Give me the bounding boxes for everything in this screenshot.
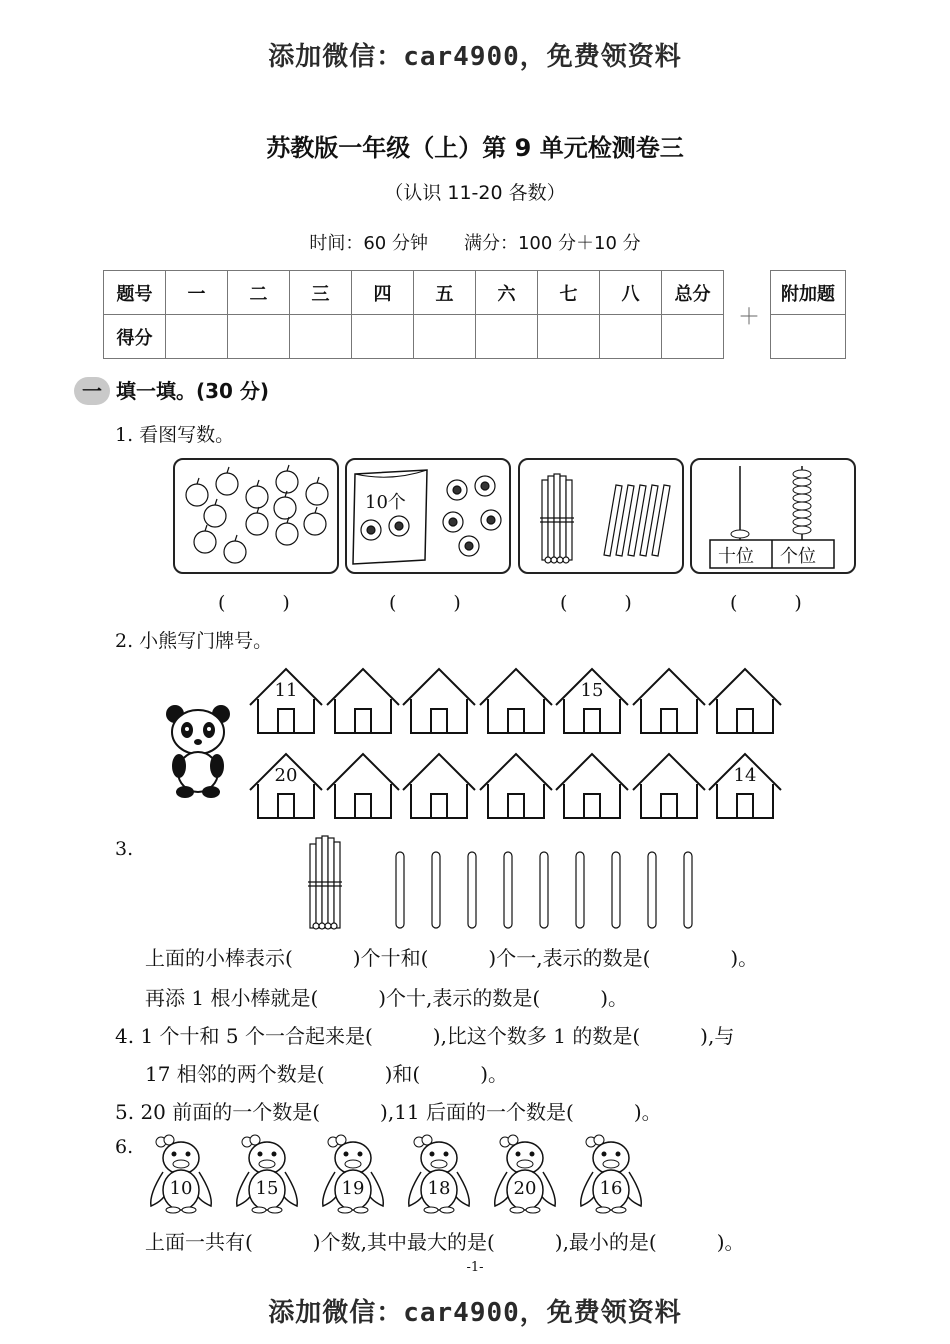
bead-icon	[793, 470, 811, 478]
stick-icon	[432, 852, 440, 928]
stick-icon	[504, 852, 512, 928]
bead-icon	[793, 486, 811, 494]
sticks-picture	[518, 458, 684, 574]
apple-icon	[304, 507, 326, 535]
extra-score-table	[770, 270, 846, 359]
house-icon	[478, 748, 554, 820]
score-cell[interactable]	[538, 315, 600, 359]
bead-icon	[793, 478, 811, 486]
candy-icon	[447, 480, 467, 500]
page-title: 苏教版一年级（上）第 9 单元检测卷三	[266, 134, 684, 162]
house-icon	[707, 748, 783, 820]
q3-sticks	[300, 832, 700, 932]
abacus-svg	[692, 460, 854, 572]
candy-icon	[475, 476, 495, 496]
answer-blank[interactable]: ( )	[560, 592, 632, 614]
apple-icon	[274, 491, 296, 519]
house-icon	[631, 748, 707, 820]
score-col: 三	[290, 271, 352, 315]
house-icon	[401, 663, 477, 735]
candy-icon	[389, 516, 409, 536]
score-row-label: 得分	[104, 315, 166, 359]
score-col: 七	[538, 271, 600, 315]
apple-icon	[306, 477, 328, 505]
penguin-number: 16	[599, 1178, 623, 1199]
ones-label: 个位	[780, 546, 816, 567]
score-cell[interactable]	[352, 315, 414, 359]
score-col: 五	[414, 271, 476, 315]
penguin-number: 10	[169, 1178, 193, 1199]
house-icon	[248, 663, 324, 735]
candy-icon	[361, 520, 381, 540]
score-col: 六	[476, 271, 538, 315]
candy-svg	[347, 460, 509, 572]
apple-icon	[246, 480, 268, 508]
score-table	[103, 270, 724, 359]
apple-icon	[276, 465, 298, 493]
bead-icon	[793, 526, 811, 534]
apple-icon	[224, 535, 246, 563]
candy-icon	[459, 536, 479, 556]
q6-label: 6.	[115, 1136, 134, 1158]
bag-icon	[353, 470, 427, 564]
bead-icon	[793, 502, 811, 510]
penguin-number: 18	[427, 1178, 451, 1199]
apple-icon	[246, 507, 268, 535]
score-cell[interactable]	[662, 315, 724, 359]
stick-icon	[612, 852, 620, 928]
section-badge: 一	[74, 377, 110, 405]
apple-icon	[186, 478, 208, 506]
apples-picture	[173, 458, 339, 574]
apple-icon	[204, 499, 226, 527]
penguin-icon	[231, 1134, 303, 1214]
stick-bundle-icon	[540, 474, 574, 563]
house-icon	[325, 663, 401, 735]
score-col: 总分	[662, 271, 724, 315]
q1-label: 1. 看图写数。	[115, 424, 235, 446]
penguin-icon	[145, 1134, 217, 1214]
house-number: 11	[274, 680, 298, 701]
bead-icon	[793, 510, 811, 518]
sticks-svg	[520, 460, 682, 572]
time-info: 时间：60 分钟 满分：100 分＋10 分	[309, 233, 641, 254]
apples-svg	[175, 460, 337, 572]
score-cell[interactable]	[414, 315, 476, 359]
apple-icon	[216, 467, 238, 495]
bag-label: 10个	[365, 492, 406, 513]
score-col: 二	[228, 271, 290, 315]
house-icon	[631, 663, 707, 735]
score-cell[interactable]	[166, 315, 228, 359]
score-cell[interactable]	[290, 315, 352, 359]
score-col: 一	[166, 271, 228, 315]
plus-sign: ＋	[738, 305, 761, 330]
house-icon	[554, 663, 630, 735]
q4-line-1: 4. 1 个十和 5 个一合起来是( ),比这个数多 1 的数是( ),与	[115, 1024, 735, 1048]
penguin-icon	[575, 1134, 647, 1214]
q4-line-2: 17 相邻的两个数是( )和( )。	[145, 1062, 509, 1086]
answer-blank[interactable]: ( )	[218, 592, 290, 614]
score-cell[interactable]	[600, 315, 662, 359]
candy-bag-picture	[345, 458, 511, 574]
score-col: 八	[600, 271, 662, 315]
section-title: 填一填。(30 分)	[116, 379, 270, 403]
candy-icon	[481, 510, 501, 530]
page-number: -1-	[466, 1260, 484, 1275]
score-col: 四	[352, 271, 414, 315]
answer-blank[interactable]: ( )	[389, 592, 461, 614]
house-icon	[554, 748, 630, 820]
q3-line-2: 再添 1 根小棒就是( )个十,表示的数是( )。	[145, 986, 629, 1010]
penguin-number: 19	[341, 1178, 365, 1199]
apple-icon	[194, 525, 216, 553]
house-number: 15	[580, 680, 604, 701]
stick-icon	[540, 852, 548, 928]
tens-label: 十位	[718, 546, 754, 567]
stick-icon	[648, 852, 656, 928]
penguin-number: 15	[255, 1178, 279, 1199]
q3-label: 3.	[115, 838, 134, 860]
q6-line: 上面一共有( )个数,其中最大的是( ),最小的是( )。	[145, 1230, 745, 1254]
house-icon	[248, 748, 324, 820]
bead-icon	[731, 530, 749, 538]
stick-icon	[684, 852, 692, 928]
house-number: 20	[274, 765, 298, 786]
extra-label: 附加题	[771, 271, 846, 315]
extra-score-cell[interactable]	[771, 315, 846, 359]
stick-icon	[468, 852, 476, 928]
candy-icon	[443, 512, 463, 532]
house-icon	[478, 663, 554, 735]
stick-icon	[576, 852, 584, 928]
house-icon	[325, 748, 401, 820]
watermark-top: 添加微信：car4900，免费领资料	[268, 42, 682, 72]
page-subtitle: （认识 11-20 各数）	[384, 182, 566, 204]
penguin-icon	[403, 1134, 475, 1214]
house-number: 14	[733, 765, 757, 786]
penguin-icon	[317, 1134, 389, 1214]
apple-icon	[276, 517, 298, 545]
watermark-bottom: 添加微信：car4900，免费领资料	[268, 1298, 682, 1328]
score-cell[interactable]	[476, 315, 538, 359]
abacus-picture	[690, 458, 856, 574]
house-icon	[401, 748, 477, 820]
bead-icon	[793, 494, 811, 502]
score-cell[interactable]	[228, 315, 290, 359]
house-icon	[707, 663, 783, 735]
stick-bundle-icon	[308, 836, 342, 929]
bead-icon	[793, 518, 811, 526]
section-heading	[74, 375, 269, 405]
q3-line-1: 上面的小棒表示( )个十和( )个一,表示的数是( )。	[145, 946, 759, 970]
answer-blank[interactable]: ( )	[730, 592, 802, 614]
penguin-number: 20	[513, 1178, 537, 1199]
penguin-icon	[489, 1134, 561, 1214]
stick-icon	[396, 852, 404, 928]
q5-line: 5. 20 前面的一个数是( ),11 后面的一个数是( )。	[115, 1100, 662, 1124]
panda-icon	[165, 702, 231, 798]
q2-label: 2. 小熊写门牌号。	[115, 630, 273, 652]
score-header-label: 题号	[104, 271, 166, 315]
